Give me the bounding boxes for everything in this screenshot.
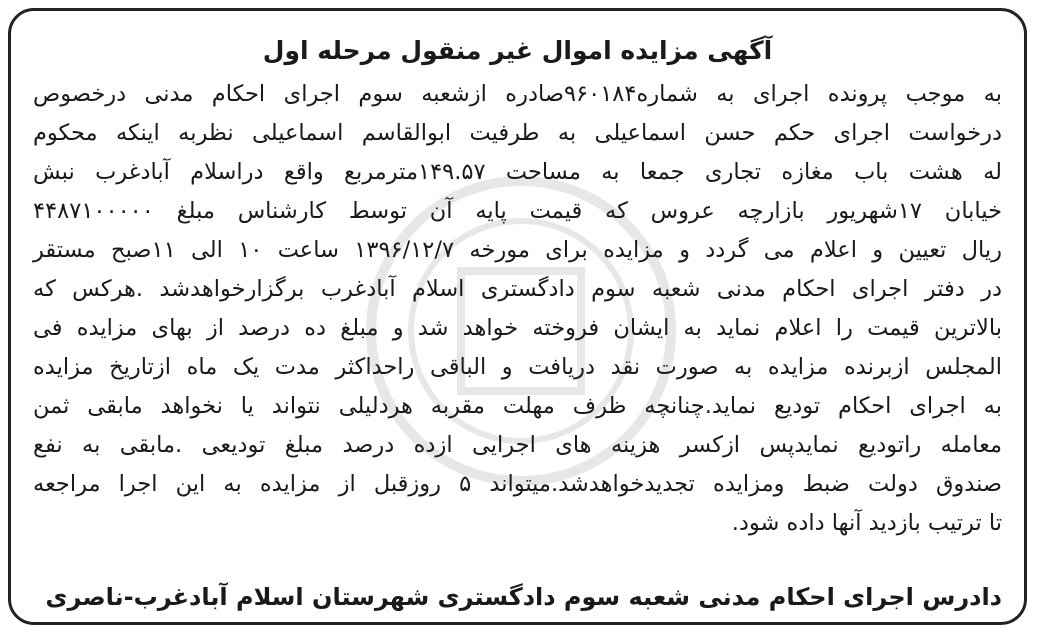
notice-line-6: در دفتر اجرای احکام مدنی شعبه سوم دادگستری اسلام آبادغرب برگزارخواهدشد .هرکس که	[33, 276, 1002, 302]
notice-line-8: المجلس ازبرنده مزایده به صورت نقد دریافت و الباقی راحداکثر مدت یک ماه ازتاریخ مزایده	[33, 354, 1002, 380]
notice-line-5: ریال تعیین و اعلام می گردد و مزایده برای مورخه ۱۳۹۶/۱۲/۷ ساعت ۱۰ الی ۱۱صبح مستقر	[33, 237, 1003, 263]
notice-line-10: معامله راتودیع نمایدپس ازکسر هزینه های اجرایی ازده درصد مبلغ تودیعی .مابقی به نفع	[33, 432, 1002, 458]
notice-line-12: تا ترتیب بازدید آنها داده شود.	[731, 510, 1002, 536]
notice-signature: دادرس اجرای احکام مدنی شعبه سوم دادگستری شهرستان اسلام آبادغرب-ناصری	[45, 583, 1002, 611]
notice-line-11: صندوق دولت ضبط ومزایده تجدیدخواهدشد.میتواند ۵ روزقبل از مزایده به این اجرا مراجعه	[33, 471, 1002, 497]
notice-frame	[8, 8, 1027, 625]
notice-line-1: به موجب پرونده اجرای به شماره۹۶۰۱۸۴صادره ازشعبه سوم اجرای احکام مدنی درخصوص	[33, 81, 1002, 107]
notice-line-7: بالاترین قیمت را اعلام نماید به ایشان فروخته خواهد شد و مبلغ ده درصد از بهای مزایده فی	[33, 315, 1002, 341]
notice-body	[33, 75, 1002, 543]
notice-line-4: خیابان ۱۷شهریور بازارچه عروس که قیمت پایه آن توسط کارشناس مبلغ ۴۴۸۷۱۰۰۰۰۰	[33, 198, 1002, 224]
notice-line-9: به اجرای احکام تودیع نماید.چنانچه ظرف مهلت مقربه هردلیلی نتواند یا نخواهد مابقی ثمن	[33, 393, 1002, 419]
notice-title: آگهی مزایده اموال غیر منقول مرحله اول	[262, 36, 773, 65]
notice-line-3: له هشت باب مغازه تجاری جمعا به مساحت ۱۴۹.۵۷مترمربع واقع دراسلام آبادغرب نبش	[33, 159, 1003, 185]
notice-line-2: درخواست اجرای حکم حسن اسماعیلی به طرفیت ابوالقاسم اسماعیلی نظربه اینکه محکوم	[33, 120, 1002, 146]
